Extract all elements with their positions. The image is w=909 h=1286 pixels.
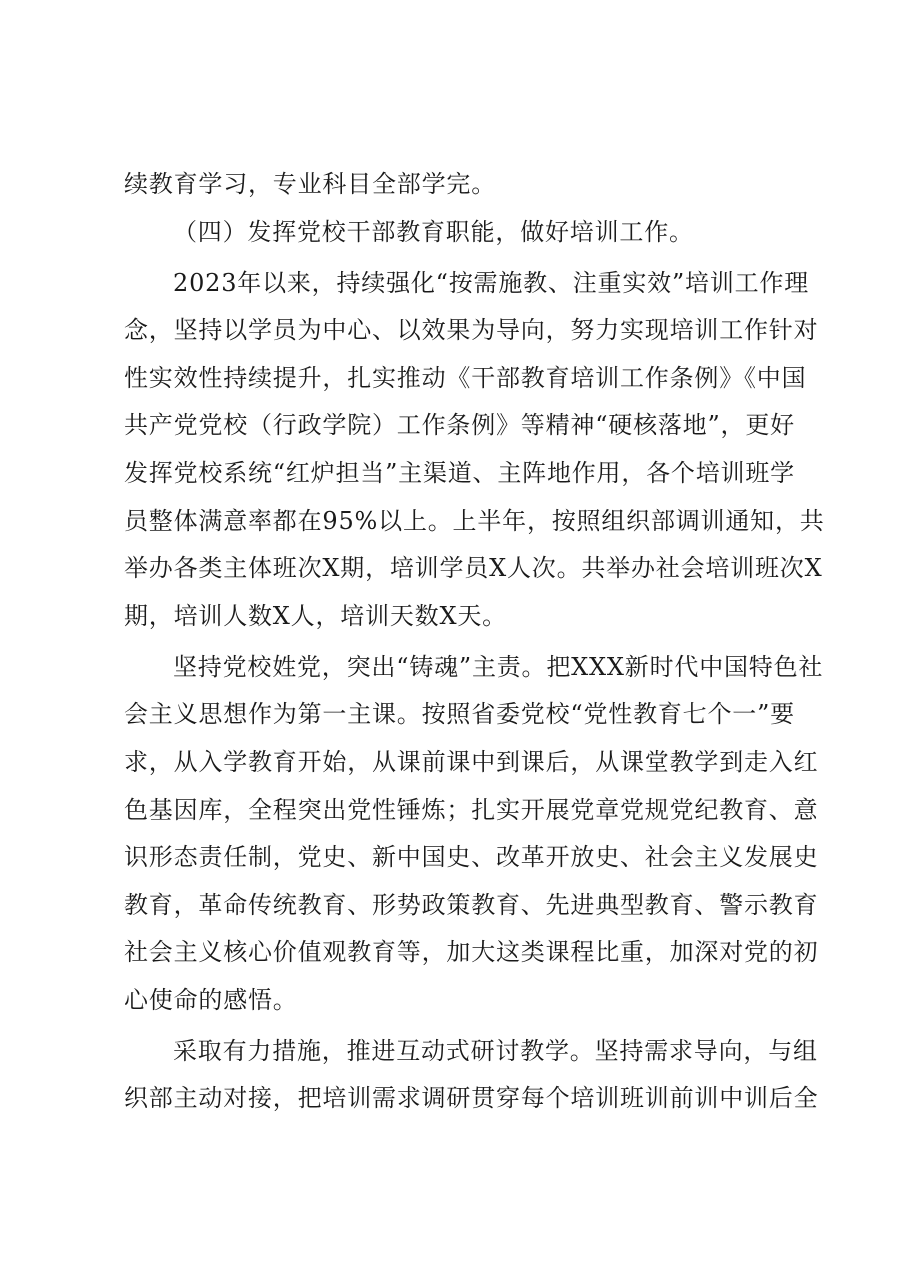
text-line: 发挥党校系统“红炉担当”主渠道、主阵地作用，各个培训班学: [124, 459, 795, 487]
text-line: 员整体满意率都在95%以上。上半年，按照组织部调训通知，共: [124, 507, 825, 535]
text-line: 坚持党校姓党，突出“铸魂”主责。把XXX新时代中国特色社: [173, 653, 824, 681]
text-line: 续教育学习，专业科目全部学完。: [124, 170, 496, 198]
text-line: 社会主义核心价值观教育等，加大这类课程比重，加深对党的初: [124, 938, 819, 966]
text-line: 2023年以来，持续强化“按需施教、注重实效”培训工作理: [173, 269, 810, 297]
text-line: 织部主动对接，把培训需求调研贯穿每个培训班训前训中训后全: [124, 1084, 819, 1112]
text-line: 念，坚持以学员为中心、以效果为导向，努力实现培训工作针对: [124, 316, 819, 344]
text-line: 心使命的感悟。: [124, 986, 298, 1014]
text-line: 会主义思想作为第一主课。按照省委党校“党性教育七个一”要: [124, 700, 795, 728]
text-line: 举办各类主体班次X期，培训学员X人次。共举办社会培训班次X: [124, 554, 823, 582]
text-line: 识形态责任制，党史、新中国史、改革开放史、社会主义发展史: [124, 843, 819, 871]
text-line: 采取有力措施，推进互动式研讨教学。坚持需求导向，与组: [173, 1037, 818, 1065]
text-line: 性实效性持续提升，扎实推动《干部教育培训工作条例》《中国: [124, 364, 807, 392]
text-line: 求，从入学教育开始，从课前课中到课后，从课堂教学到走入红: [124, 748, 819, 776]
text-line: 色基因库，全程突出党性锤炼；扎实开展党章党规党纪教育、意: [124, 796, 819, 824]
text-line: 共产党党校（行政学院）工作条例》等精神“硬核落地”，更好: [124, 411, 795, 439]
text-line: 期，培训人数X人，培训天数X天。: [124, 602, 507, 630]
text-line: 教育，革命传统教育、形势政策教育、先进典型教育、警示教育: [124, 891, 819, 919]
section-heading: （四）发挥党校干部教育职能，做好培训工作。: [173, 218, 694, 246]
